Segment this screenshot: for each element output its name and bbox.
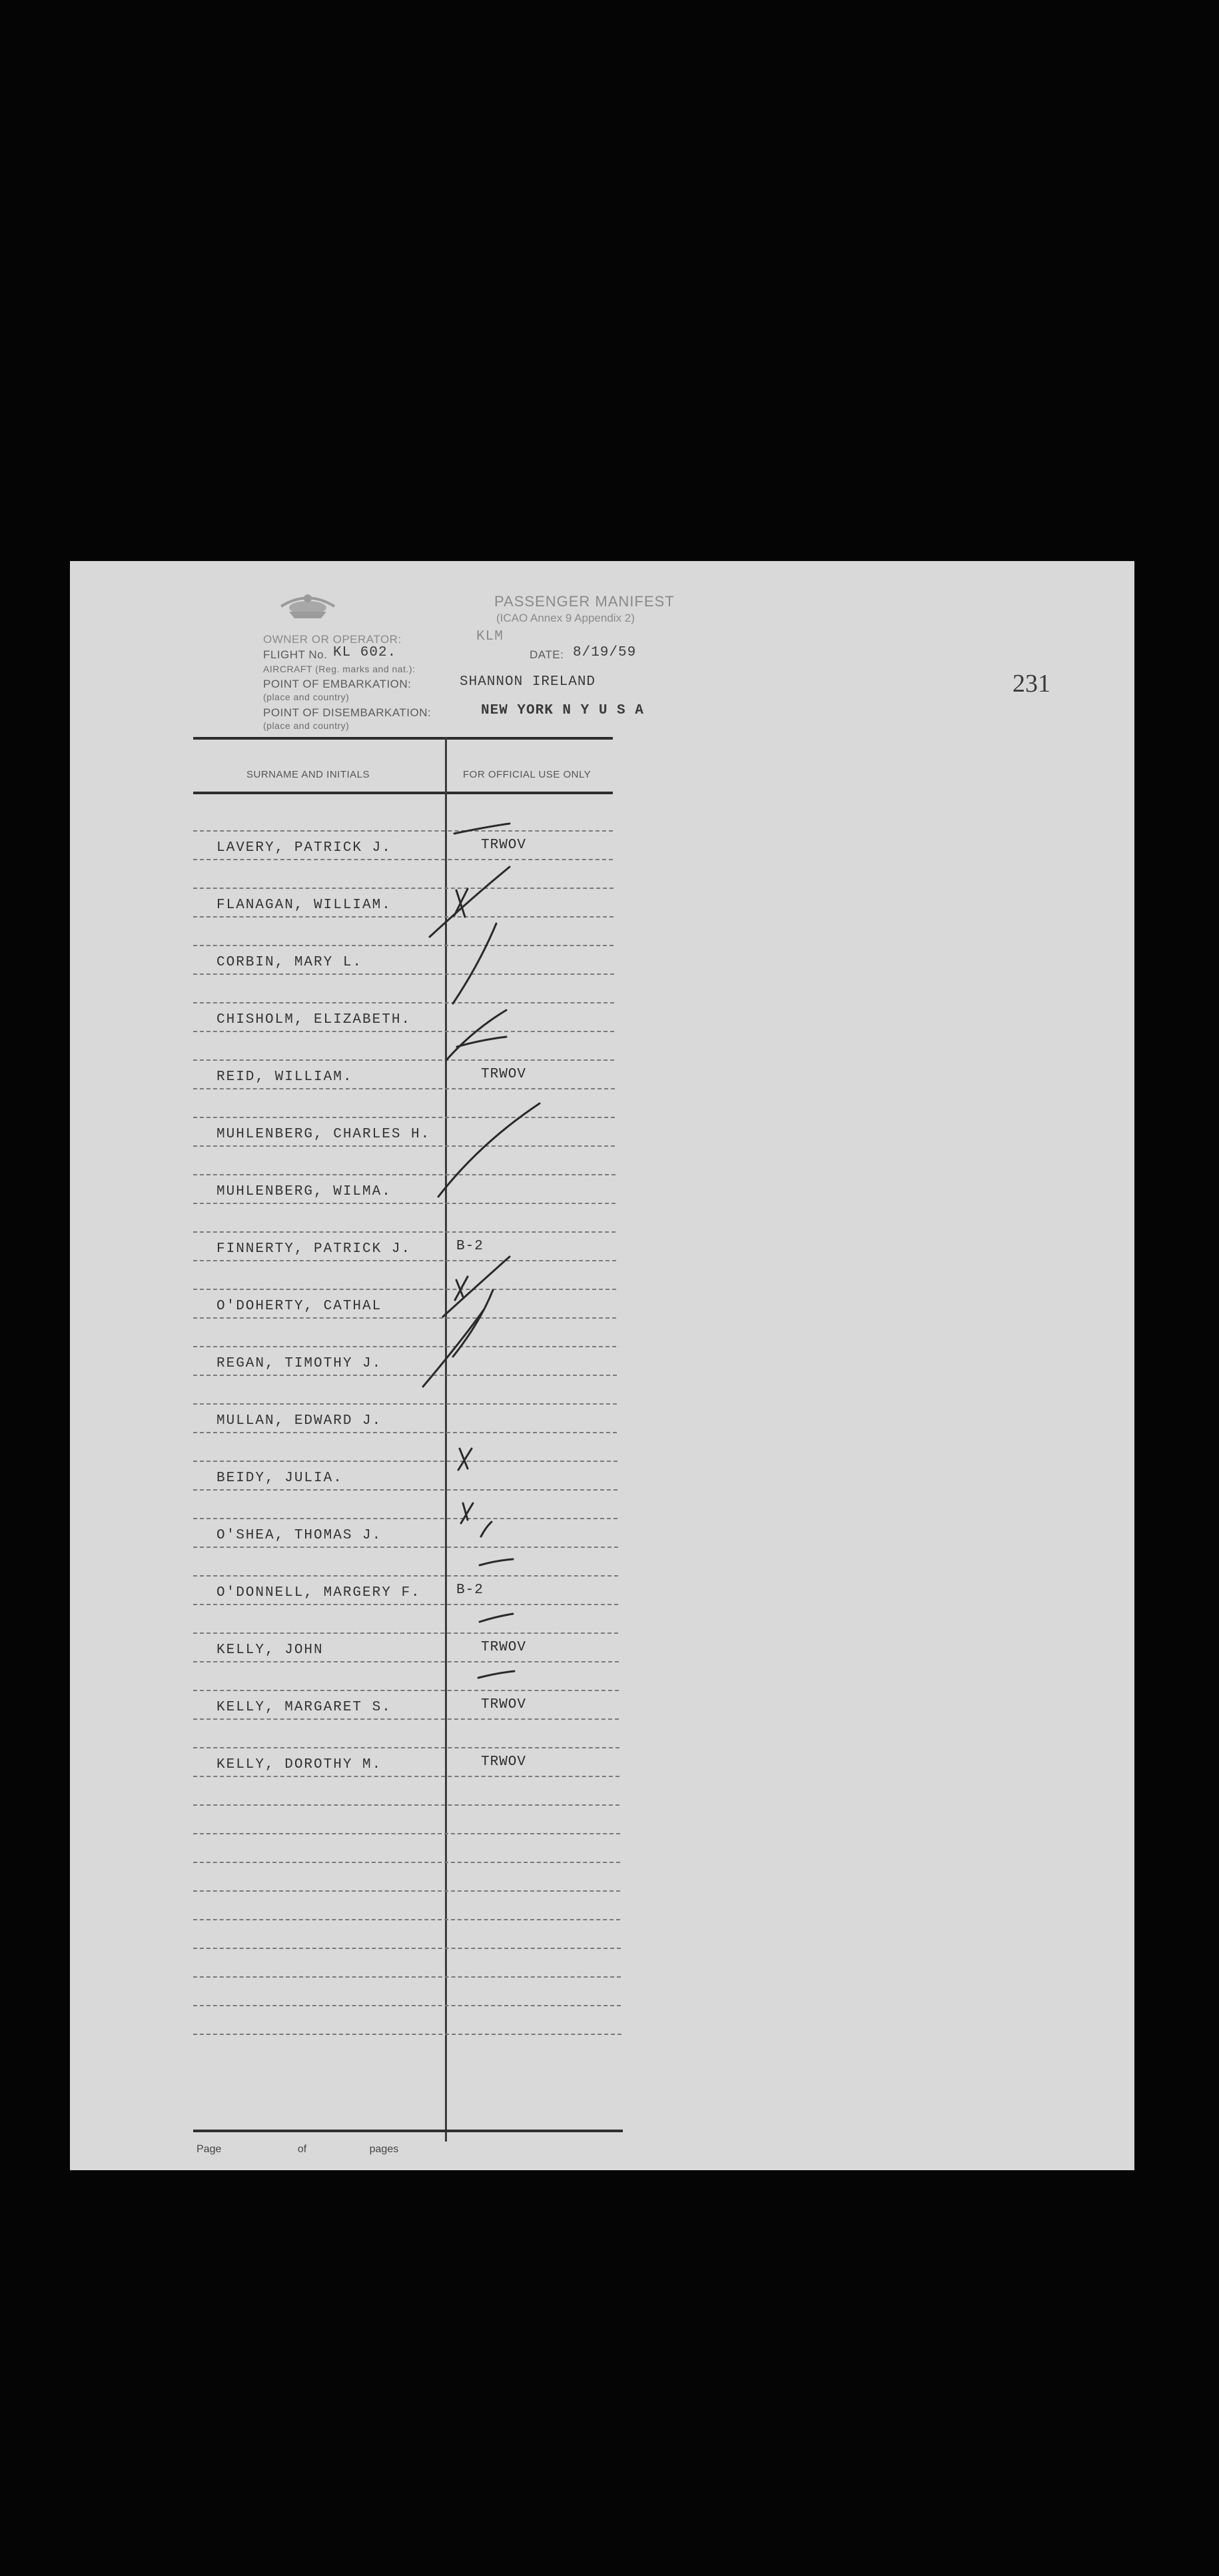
manifest-header — [193, 573, 726, 760]
check-mark — [481, 1522, 492, 1537]
disembarkation-value: NEW YORK N Y U S A — [481, 703, 644, 718]
passenger-name: FLANAGAN, WILLIAM. — [216, 898, 392, 913]
manifest-subtitle: (ICAO Annex 9 Appendix 2) — [496, 612, 635, 624]
row-rule — [193, 1976, 621, 1978]
passenger-name: O'SHEA, THOMAS J. — [216, 1528, 382, 1543]
page-number: 231 — [1013, 670, 1050, 698]
x-mark — [458, 1449, 472, 1470]
owner-value: KLM — [476, 629, 504, 644]
check-mark — [443, 1257, 510, 1317]
row-rule — [193, 2005, 621, 2006]
table-bottom-rule — [193, 2130, 623, 2132]
passenger-name: CORBIN, MARY L. — [216, 955, 363, 970]
check-mark — [478, 1671, 514, 1678]
aircraft-label: AIRCRAFT (Reg. marks and nat.): — [263, 664, 416, 674]
passenger-name: KELLY, JOHN — [216, 1642, 324, 1658]
footer-of-label: of — [297, 2144, 307, 2155]
passenger-name: MUHLENBERG, CHARLES H. — [216, 1127, 431, 1142]
embarkation-label: POINT OF EMBARKATION: — [263, 678, 412, 690]
passenger-name: MULLAN, EDWARD J. — [216, 1413, 382, 1429]
row-rule — [193, 1804, 619, 1806]
passenger-name: O'DOHERTY, CATHAL — [216, 1299, 382, 1314]
date-label: DATE: — [530, 648, 564, 661]
passenger-name: O'DONNELL, MARGERY F. — [216, 1585, 421, 1601]
column-header-surname: SURNAME AND INITIALS — [246, 769, 370, 780]
x-mark — [461, 1503, 473, 1523]
row-rule — [193, 1919, 620, 1920]
official-use-entry: TRWOV — [481, 838, 527, 853]
check-mark — [446, 1010, 506, 1060]
official-use-entry: TRWOV — [481, 1640, 527, 1655]
passenger-name: BEIDY, JULIA. — [216, 1471, 343, 1486]
disembarkation-label: POINT OF DISEMBARKATION: — [263, 706, 432, 719]
official-use-entry: TRWOV — [481, 1067, 527, 1082]
official-check-marks — [193, 737, 699, 1736]
official-use-entry: B-2 — [456, 1239, 484, 1254]
passenger-name: CHISHOLM, ELIZABETH. — [216, 1012, 412, 1027]
disembarkation-note: (place and country) — [263, 720, 350, 731]
check-mark — [423, 1310, 484, 1387]
check-mark — [438, 1103, 540, 1197]
klm-crown-logo — [274, 586, 341, 623]
row-rule — [193, 2034, 621, 2035]
passenger-name: REGAN, TIMOTHY J. — [216, 1356, 382, 1371]
passenger-table — [193, 737, 699, 2136]
check-mark — [480, 1559, 513, 1565]
row-rule — [193, 1948, 621, 1949]
flight-value: KL 602. — [333, 645, 397, 660]
passenger-name: MUHLENBERG, WILMA. — [216, 1184, 392, 1199]
footer-pages-label: pages — [369, 2144, 399, 2155]
row-rule — [193, 1833, 620, 1834]
official-use-entry: TRWOV — [481, 1754, 527, 1770]
official-use-entry: B-2 — [456, 1583, 484, 1598]
check-mark — [453, 924, 496, 1003]
passenger-name: KELLY, MARGARET S. — [216, 1700, 392, 1715]
official-use-entry: TRWOV — [481, 1697, 527, 1712]
embarkation-value: SHANNON IRELAND — [460, 674, 596, 690]
page-footer — [197, 2144, 398, 2156]
row-rule — [193, 1890, 620, 1892]
owner-label: OWNER OR OPERATOR: — [263, 633, 402, 646]
column-header-official: FOR OFFICIAL USE ONLY — [463, 769, 592, 780]
row-rule — [193, 1776, 619, 1777]
footer-page-label: Page — [197, 2144, 222, 2155]
check-mark — [454, 824, 510, 834]
passenger-name: REID, WILLIAM. — [216, 1069, 353, 1085]
manifest-sheet — [70, 561, 1134, 2170]
flight-label: FLIGHT No. — [263, 648, 328, 661]
manifest-title: PASSENGER MANIFEST — [494, 593, 675, 610]
passenger-name: LAVERY, PATRICK J. — [216, 840, 392, 856]
row-rule — [193, 1862, 620, 1863]
check-mark — [430, 867, 510, 937]
row-rule — [193, 1747, 619, 1748]
date-value: 8/19/59 — [573, 645, 637, 660]
check-mark — [480, 1614, 513, 1622]
passenger-name: KELLY, DOROTHY M. — [216, 1757, 382, 1772]
passenger-name: FINNERTY, PATRICK J. — [216, 1241, 412, 1257]
embarkation-note: (place and country) — [263, 692, 350, 702]
